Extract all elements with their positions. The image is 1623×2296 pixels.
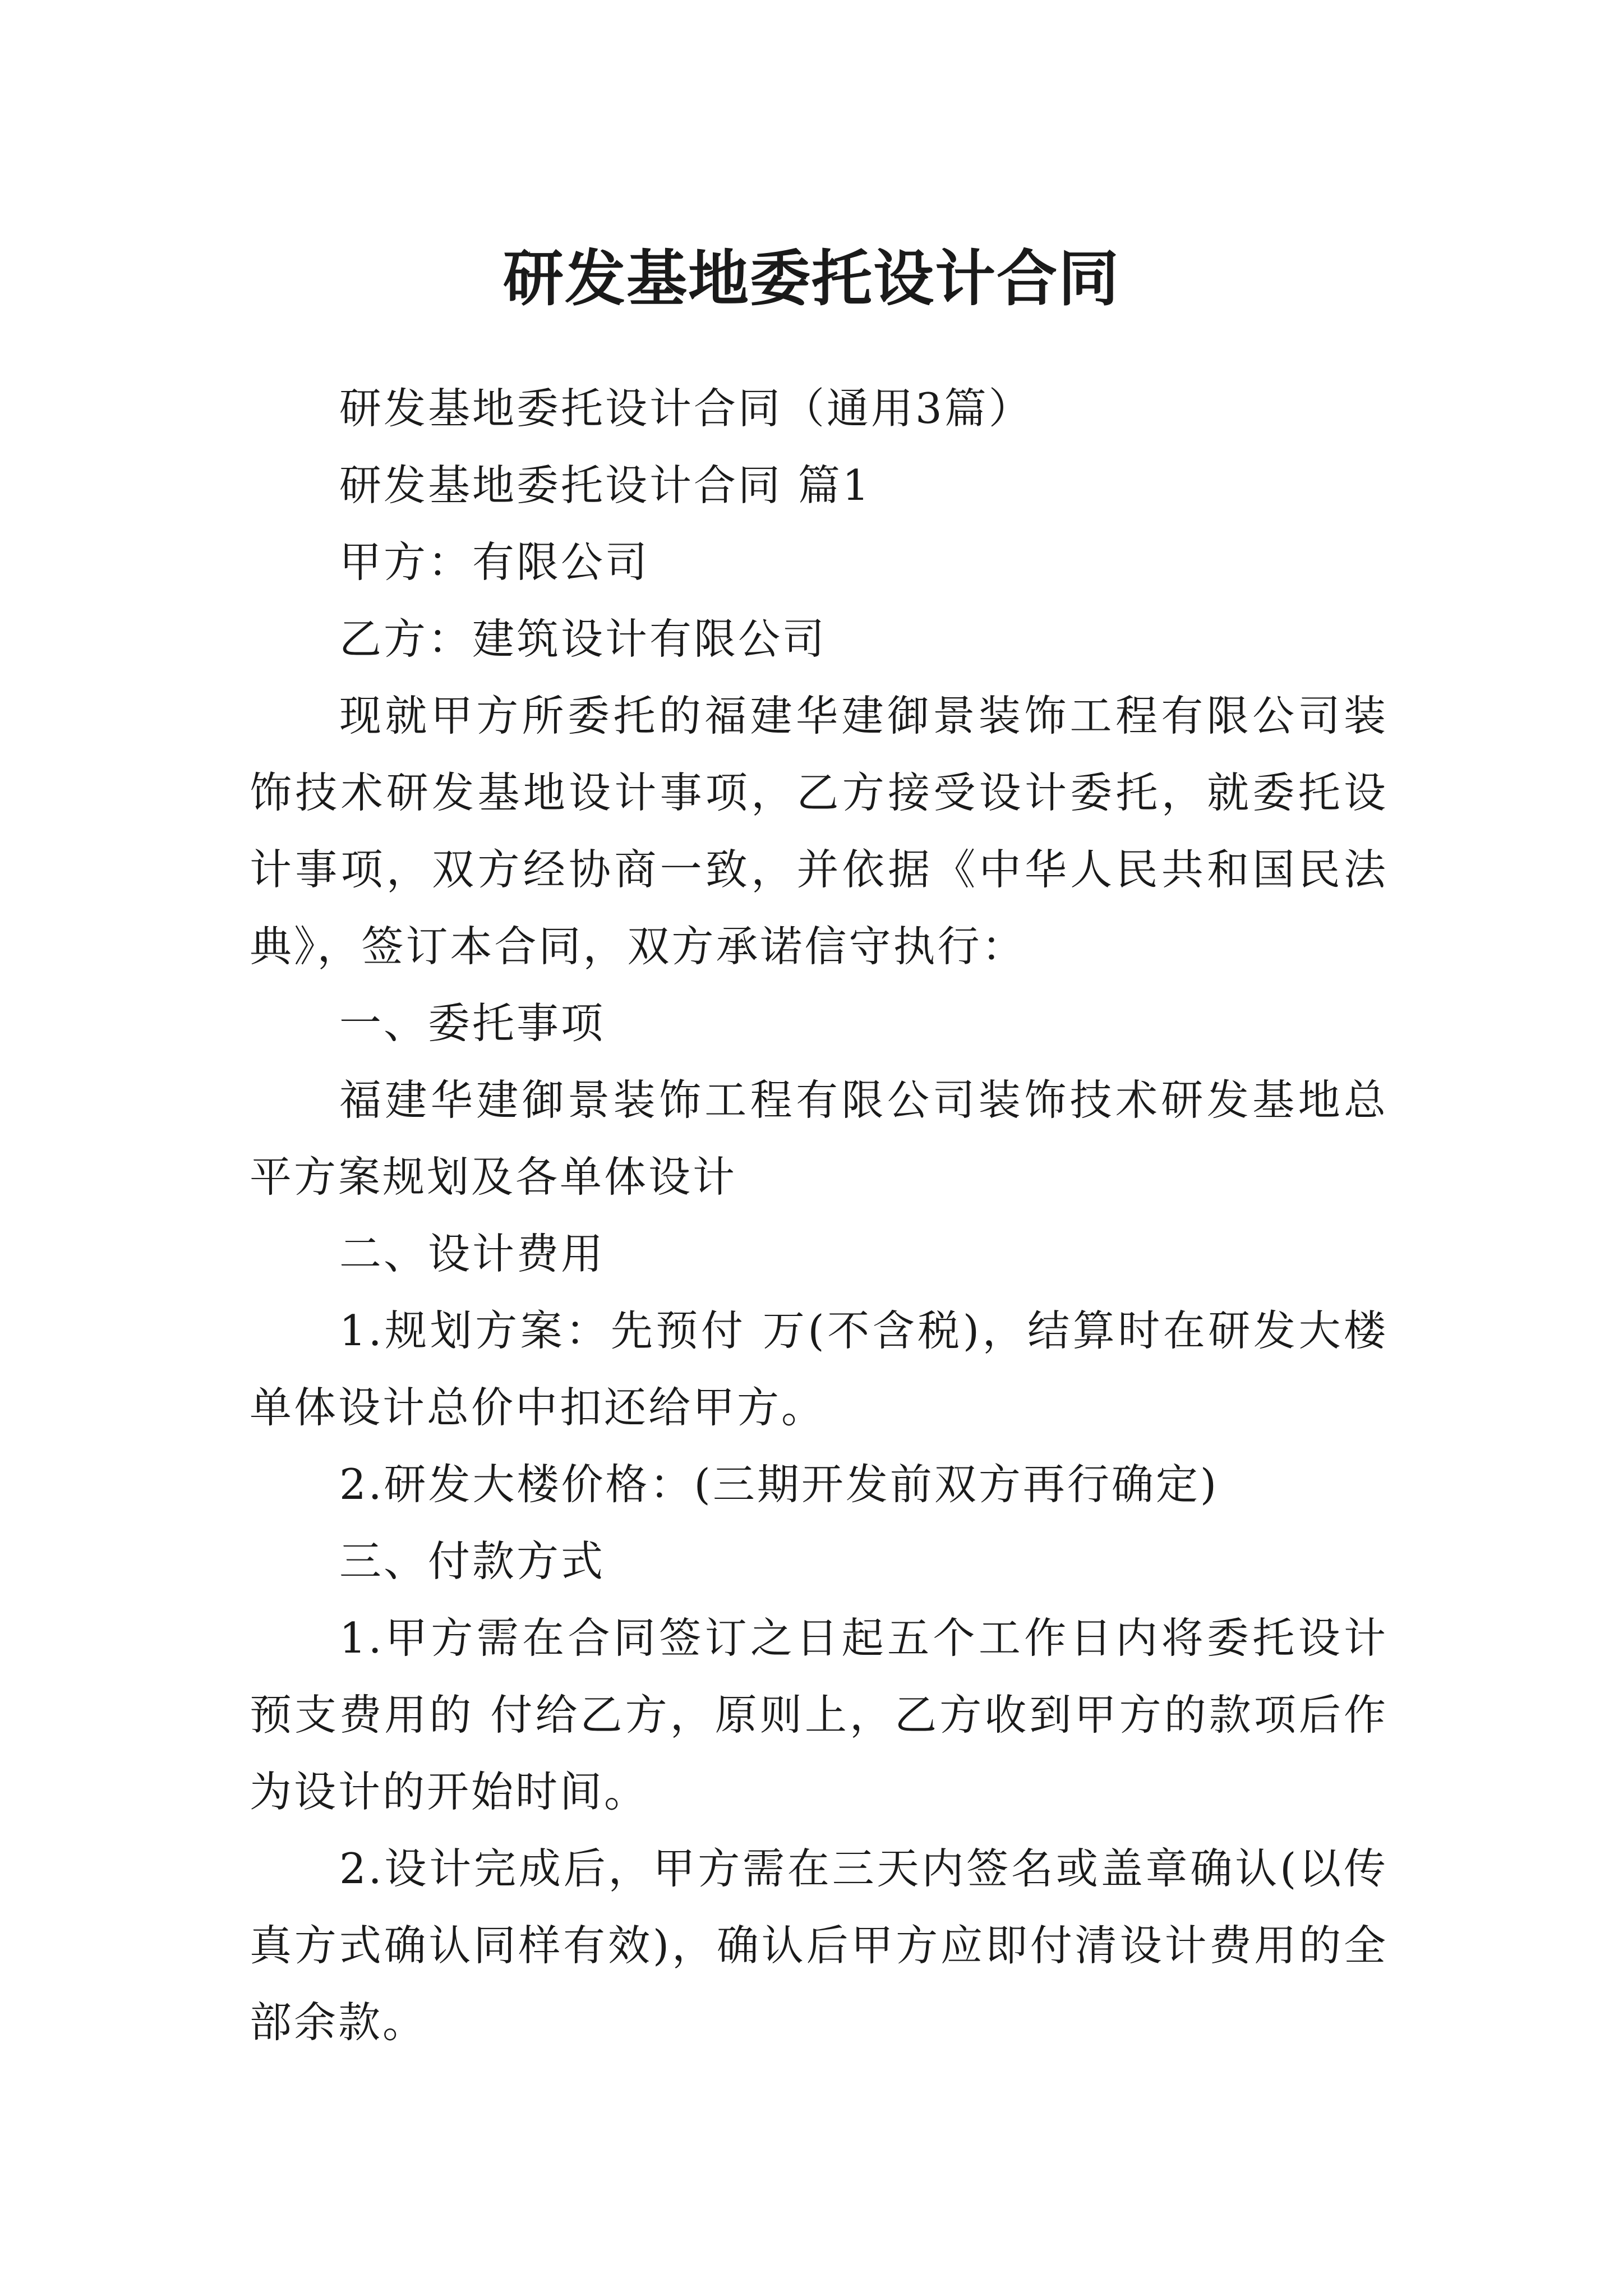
- paragraph-heading-2: 二、设计费用: [339, 1229, 606, 1278]
- paragraph-party-a: 甲方：有限公司: [339, 537, 650, 587]
- document-title: 研发基地委托设计合同: [502, 243, 1120, 315]
- paragraph-scope: 福建华建御景装饰工程有限公司装饰技术研发基地总平方案规划及各单体设计: [250, 1075, 1388, 1202]
- paragraph-heading-1: 一、委托事项: [339, 999, 606, 1048]
- paragraph-heading-3: 三、付款方式: [339, 1536, 606, 1586]
- paragraph-subtitle: 研发基地委托设计合同（通用3篇）: [339, 384, 1033, 433]
- paragraph-party-b: 乙方：建筑设计有限公司: [339, 614, 827, 664]
- paragraph-preamble: 现就甲方所委托的福建华建御景装饰工程有限公司装饰技术研发基地设计事项，乙方接受设计委托，就委托设计事项，双方经协商一致，并依据《中华人民共和国民法典》，签订本合同，双方承诺信守执行：: [250, 691, 1388, 971]
- paragraph-fee-2: 2.研发大楼价格：(三期开发前双方再行确定): [339, 1460, 1219, 1509]
- paragraph-fee-1: 1.规划方案：先预付 万(不含税)，结算时在研发大楼单体设计总价中扣还给甲方。: [250, 1306, 1388, 1432]
- paragraph-payment-1: 1.甲方需在合同签订之日起五个工作日内将委托设计预支费用的 付给乙方，原则上，乙方收到甲方的款项后作为设计的开始时间。: [250, 1613, 1388, 1816]
- paragraph-section-heading: 研发基地委托设计合同 篇1: [339, 461, 872, 510]
- paragraph-payment-2: 2.设计完成后，甲方需在三天内签名或盖章确认(以传真方式确认同样有效)，确认后甲方应即付清设计费用的全部余款。: [250, 1844, 1388, 2047]
- document-body: [250, 370, 1388, 2061]
